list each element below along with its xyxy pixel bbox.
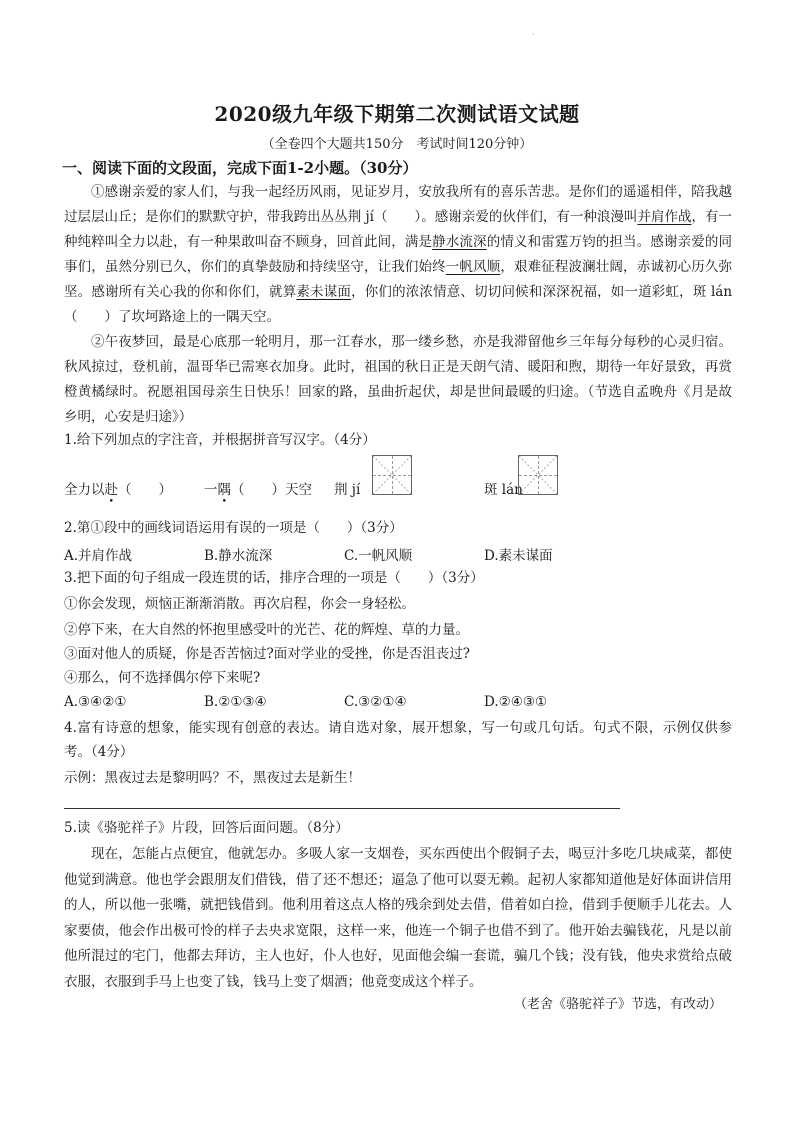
question-4-stem: 4.富有诗意的想象，能实现有创意的表达。请自选对象，展开想象，写一句或几句话。句式不限，示例仅供参考。（4分） [64, 720, 732, 760]
q1-item-1-text: 全力以 [64, 482, 105, 498]
question-3-stem: 3.把下面的句子组成一段连贯的话，排序合理的一项是（ ）（3分） [64, 570, 484, 586]
underlined-phrase-d: 素未谋面 [296, 284, 352, 300]
q5-passage: 现在，怎能占点便宜，他就怎办。多吸人家一支烟卷，买东西使出个假铜子去，喝豆汁多吃几块咸菜，都使他觉到满意。他也学会跟朋友们借钱，借了还不想还；逼急了他可以耍无赖。起初人家都知道他是好体面讲信用的人，所以他一张嘴，就把钱借到。他利用着这点人格的残余到处去借，借着如白捡，借到手便顺手儿花去。人家要债，他会作出极可怜的样子去央求宽限，这样一来，他连一个铜子也借不到了。他开始去骗钱花，凡是以前他所混过的宅门，他都去拜访，主人也好，仆人也好，见面他会编一套谎，骗几个钱；没有钱，他央求赏给点破衣服，衣服到手马上也变了钱，钱马上变了烟酒；他竟变成这个样子。 [64, 846, 732, 990]
q1-item-1 [64, 478, 172, 498]
p1-text-a: ①感谢亲爱的家人们，与我一起经历风雨，见证岁月，安放我所有的喜乐苦悲。是你们的遥遥相伴，陪我越过层层山丘；是你们的默默守护，带我跨出丛丛荆 jí（ ）。感谢亲爱的伙伴们，有一种浪漫叫 [64, 184, 732, 225]
page-title: 2020级九年级下期第二次测试语文试题 [214, 102, 580, 126]
passage-paragraph-2: ②午夜梦回，最是心底那一轮明月，那一江春水，那一缕乡愁，亦是我滞留他乡三年每分每秒的心灵归宿。秋风掠过，登机前，温哥华已需寒衣加身。此时，祖国的秋日正是天朗气清、暖阳和煦，期待一年好景致，再赏橙黄橘绿时。祝愿祖国母亲生日快乐！回家的路，虽曲折起伏，却是世间最暖的归途。（节选自孟晚舟《月是故乡明，心安是归途》） [64, 334, 732, 425]
q2-option-d[interactable]: D.素未谋面 [484, 548, 553, 564]
dotted-char-2: 隅 [217, 482, 231, 498]
grid-diagonal-guide [373, 456, 411, 494]
q3-sentence-1: ①你会发现，烦恼正渐渐消散。再次启程，你会一身轻松。 [64, 596, 415, 612]
p1-text-i: ，你们的浓浓情意、切切问候和深深祝福，如一道彩虹，斑 lán（ ）了坎坷路途上的一隅天空。 [64, 284, 733, 325]
q3-sentence-4: ④那么，何不选择偶尔停下来呢? [64, 670, 261, 686]
q4-example: 示例：黑夜过去是黎明吗？不，黑夜过去是新生！ [64, 770, 361, 786]
q1-item-2 [204, 478, 312, 498]
q2-option-b[interactable]: B.静水流深 [204, 548, 273, 564]
question-2-stem: 2.第①段中的画线词语运用有误的一项是（ ）（3分） [64, 520, 403, 536]
underlined-phrase-a: 并肩作战 [637, 209, 692, 225]
question-1-stem: 1.给下列加点的字注音，并根据拼音写汉字。（4分） [64, 432, 376, 448]
p1-text-c: ，有一种纯粹叫全力以赴，有一种果敢叫奋不顾身，回首此间，满是 [64, 209, 733, 250]
q3-option-d[interactable]: D.②④③① [484, 694, 548, 710]
q3-option-b[interactable]: B.②①③④ [204, 694, 267, 710]
exam-info: （全卷四个大题共150分 考试时间120分钟） [261, 137, 533, 152]
passage-source: （老舍《骆驼祥子》节选，有改动） [513, 997, 722, 1012]
p1-text-g: ，艰难征程波澜壮阔，赤诚初心历久弥坚。感谢所有关心我的你和你们，就算 [64, 259, 733, 300]
question-5-stem: 5.读《骆驼祥子》片段，回答后面问题。（8分） [64, 820, 349, 836]
q2-option-a[interactable]: A.并肩作战 [64, 548, 133, 564]
q1-item-2-text: 一 [204, 482, 218, 498]
header-mark: · [532, 30, 535, 39]
q3-option-c[interactable]: C.③②①④ [344, 694, 407, 710]
q3-sentence-2: ②停下来，在大自然的怀抱里感受叶的光芒、花的辉煌、草的力量。 [64, 622, 469, 638]
answer-line[interactable] [64, 808, 620, 809]
grid-diagonal-guide [519, 456, 557, 494]
character-writing-box-2[interactable] [518, 455, 558, 495]
q1-item-4: 斑 lán [484, 482, 523, 498]
section-heading: 一、阅读下面的文段面，完成下面1-2小题。（30分） [62, 159, 418, 177]
q3-option-a[interactable]: A.③④②① [64, 694, 127, 710]
p1-text-e: 的情义和雷霆万钧的担当。感谢亲爱的同事们，虽然分别已久，你们的真挚鼓励和持续坚守，让我们始终 [64, 234, 733, 275]
underlined-phrase-b: 静水流深 [432, 234, 487, 250]
underlined-phrase-c: 一帆风顺 [445, 259, 501, 275]
q1-item-3: 荆 jí [334, 482, 361, 498]
dotted-char-1: 赴 [104, 482, 118, 498]
character-writing-box-1[interactable] [372, 455, 412, 495]
answer-blank-1[interactable]: （ ） [118, 482, 172, 498]
answer-blank-2[interactable]: （ ）天空 [231, 482, 312, 498]
q2-option-c[interactable]: C.一帆风顺 [344, 548, 413, 564]
q3-sentence-3: ③面对他人的质疑，你是否苦恼过?面对学业的受挫，你是否沮丧过? [64, 646, 470, 662]
passage-paragraph-1 [64, 180, 732, 330]
